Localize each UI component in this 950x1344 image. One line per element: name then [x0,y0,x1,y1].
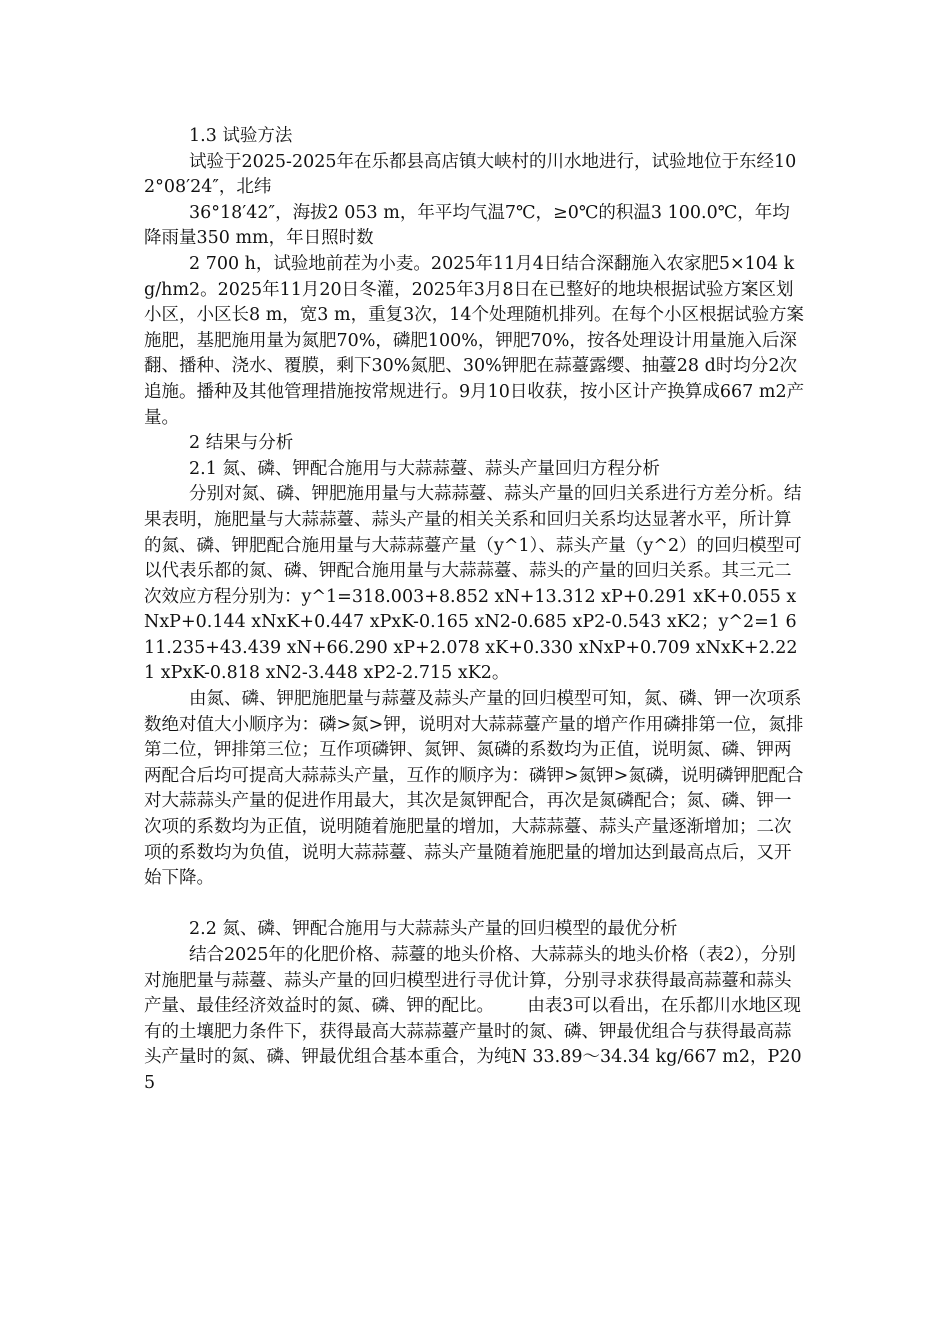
paragraph-regression: 分别对氮、磷、钾肥施用量与大蒜蒜薹、蒜头产量的回归关系进行方差分析。结果表明，施肥量与大蒜蒜薹、蒜头产量的相关关系和回归关系均达显著水平，所计算的氮、磷、钾肥配合施用量与大蒜蒜薹产量（y^1）、蒜头产量（y^2）的回归模型可以代表乐都的氮、磷、钾配合施用量与大蒜蒜薹、蒜头的产量的回归关系。其三元二次效应方程分别为：y^1=318.003+8.852 xN+13.312 xP+0.291 xK+0.055 xNxP+0.144 xNxK+0.447 xPxK-0.165 xN2-0.685 xP2-0.543 xK2；y^2=1 611.235+43.439 xN+66.290 xP+2.078 xK+0.330 xNxP+0.709 xNxK+2.221 xPxK-0.818 xN2-3.448 xP2-2.715 xK2。 [144,484,802,684]
paragraph-climate: 36°18′42″，海拔2 053 m，年平均气温7℃，≥0℃的积温3 100.0℃，年均降雨量350 mm，年日照时数 [144,202,790,249]
document-body [144,124,806,1097]
paragraph-method: 2 700 h，试验地前茬为小麦。2025年11月4日结合深翻施入农家肥5×104 kg/hm2。2025年11月20日冬灌，2025年3月8日在已整好的地块根据试验方案区划小区，小区长8 m，宽3 m，重复3次，14个处理随机排列。在每个小区根据试验方案施肥，基肥施用量为氮肥70%，磷肥100%，钾肥70%，按各处理设计用量施入后深翻、播种、浇水、覆膜，剩下30%氮肥、30%钾肥在蒜薹露缨、抽薹28 d时均分2次追施。播种及其他管理措施按常规进行。9月10日收获，按小区计产换算成667 m2产量。 [144,253,805,428]
paragraph-site: 试验于2025-2025年在乐都县高店镇大峡村的川水地进行，试验地位于东经102°08′24″，北纬 [144,151,797,198]
paragraph-coefficients: 由氮、磷、钾肥施肥量与蒜薹及蒜头产量的回归模型可知，氮、磷、钾一次项系数绝对值大小顺序为：磷>氮>钾，说明对大蒜蒜薹产量的增产作用磷排第一位，氮排第二位，钾排第三位；互作项磷钾、氮钾、氮磷的系数均为正值，说明氮、磷、钾两两配合后均可提高大蒜蒜头产量，互作的顺序为：磷钾>氮钾>氮磷，说明磷钾肥配合对大蒜蒜头产量的促进作用最大，其次是氮钾配合，再次是氮磷配合；氮、磷、钾一次项的系数均为正值，说明随着施肥量的增加，大蒜蒜薹、蒜头产量逐渐增加；二次项的系数均为负值，说明大蒜蒜薹、蒜头产量随着施肥量的增加达到最高点后，又开始下降。 [144,689,804,889]
section-heading-1-3: 1.3 试验方法 [189,126,293,146]
section-heading-2-1: 2.1 氮、磷、钾配合施用与大蒜蒜薹、蒜头产量回归方程分析 [189,458,660,479]
paragraph-optimization: 结合2025年的化肥价格、蒜薹的地头价格、大蒜蒜头的地头价格（表2），分别对施肥量与蒜薹、蒜头产量的回归模型进行寻优计算，分别寻求获得最高蒜薹和蒜头产量、最佳经济效益时的氮、磷、钾的配比。 由表3可以看出，在乐都川水地区现有的土壤肥力条件下，获得最高大蒜蒜薹产量时的氮、磷、钾最优组合与获得最高蒜头产量时的氮、磷、钾最优组合基本重合，为纯N 33.89～34.34 kg/667 m2，P205 [144,945,802,1093]
section-heading-2: 2 结果与分析 [189,433,294,454]
section-heading-2-2: 2.2 氮、磷、钾配合施用与大蒜蒜头产量的回归模型的最优分析 [189,919,678,940]
